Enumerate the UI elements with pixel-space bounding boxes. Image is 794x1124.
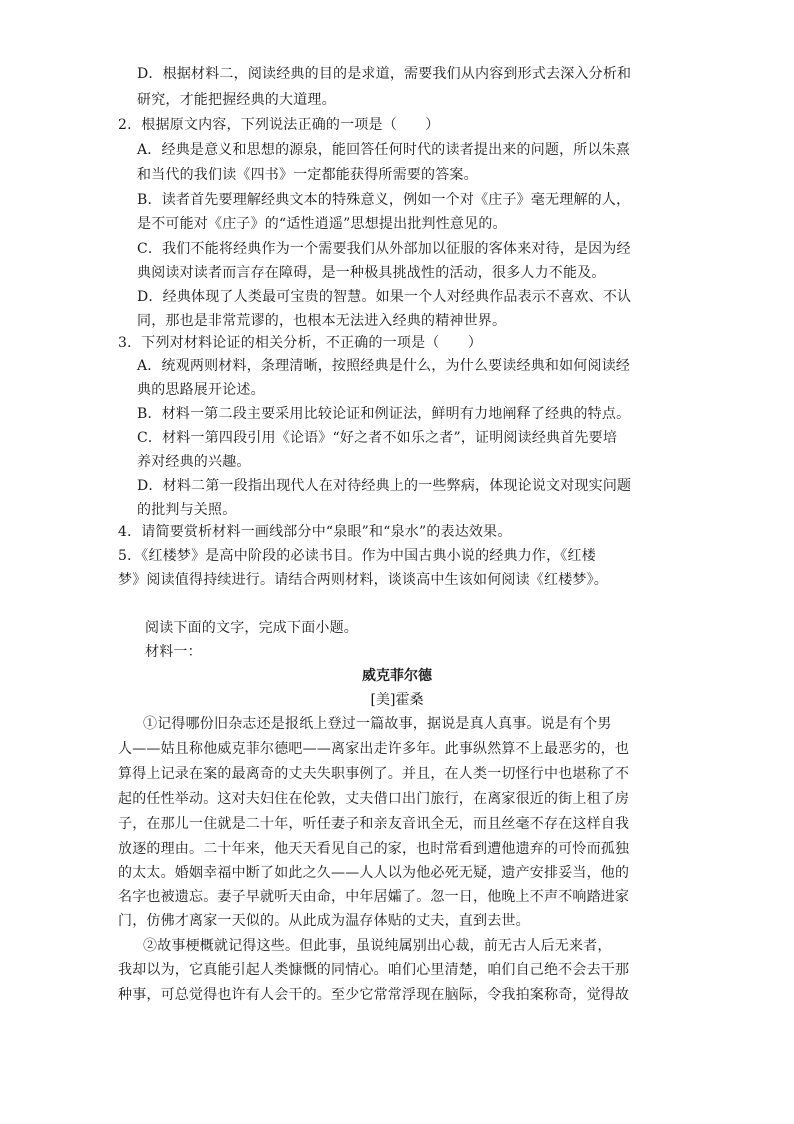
story-line-2: 人——姑且称他威克菲尔德吧——离家出走许多年。此事纵然算不上最恶劣的，也 [118, 741, 630, 757]
q2-option-c-line-2: 典阅读对读者而言存在障碍，是一种极具挑战性的活动，很多人力不能及。 [137, 265, 606, 281]
q3-option-c-line-1: C．材料一第四段引用《论语》“好之者不如乐之者”，证明阅读经典首先要培 [137, 430, 618, 446]
story-line-5: 子，在那儿一住就是二十年，听任妻子和亲友音讯全无，而且丝毫不存在这样自我 [118, 816, 630, 832]
story-title: 威克菲尔德 [362, 668, 432, 684]
reading-instruction: 阅读下面的文字，完成下面小题。 [145, 620, 358, 636]
q3-option-a-line-1: A．统观两则材料，条理清晰，按照经典是什么，为什么要读经典和如何阅读经 [137, 358, 631, 374]
story-line-11: 我却以为，它真能引起人类慷慨的同情心。咱们心里清楚，咱们自己绝不会去干那 [118, 962, 630, 978]
story-line-7: 的太太。婚姻幸福中断了如此之久——人人以为他必死无疑，遗产安排妥当，他的 [118, 865, 630, 881]
story-line-4: 起的任性举动。这对夫妇住在伦敦，丈夫借口出门旅行，在离家很近的街上租了房 [118, 791, 630, 807]
q5-line-1: 5．《红楼梦》是高中阶段的必读书目。作为中国古典小说的经典力作，《红楼 [118, 548, 596, 564]
story-author: [美]霍桑 [370, 692, 424, 708]
story-line-9: 门，仿佛才离家一天似的。从此成为温存体贴的丈夫，直到去世。 [118, 913, 530, 929]
q2-option-d-line-1: D．经典体现了人类最可宝贵的智慧。如果一个人对经典作品表示不喜欢、不认 [137, 289, 632, 305]
q2-option-d-line-2: 同，那也是非常荒谬的，也根本无法进入经典的精神世界。 [137, 313, 507, 329]
q1-option-d-line-2: 研究，才能把握经典的大道理。 [137, 92, 336, 108]
q3-option-d-line-2: 的批判与关照。 [137, 502, 237, 518]
q2-option-a-line-1: A．经典是意义和思想的源泉，能回答任何时代的读者提出来的问题，所以朱熹 [137, 142, 631, 158]
q3-option-c-line-2: 养对经典的兴趣。 [137, 454, 251, 470]
q2-option-a-line-2: 和当代的我们读《四书》一定都能获得所需要的答案。 [137, 167, 478, 183]
story-line-8: 名字也被遗忘。妻子早就听天由命，中年居孀了。忽一日，他晚上不声不响踏进家 [118, 889, 630, 905]
q4-stem: 4．请简要赏析材料一画线部分中“泉眼”和“泉水”的表达效果。 [118, 524, 512, 540]
q1-option-d-line-1: D．根据材料二，阅读经典的目的是求道，需要我们从内容到形式去深入分析和 [137, 66, 632, 82]
material-label: 材料一： [145, 644, 202, 660]
q3-stem: 3．下列对材料论证的相关分析，不正确的一项是（ ） [118, 335, 483, 351]
q2-stem: 2．根据原文内容，下列说法正确的一项是（ ） [118, 117, 440, 133]
story-line-12: 种事，可总觉得也许有人会干的。至少它常常浮现在脑际，令我拍案称奇，觉得故 [118, 987, 630, 1003]
q3-option-b: B．材料一第二段主要采用比较论证和例证法，鲜明有力地阐释了经典的特点。 [137, 406, 631, 422]
story-line-1: ①记得哪份旧杂志还是报纸上登过一篇故事，据说是真人真事。说是有个男 [143, 716, 612, 732]
q2-option-b-line-2: 是不可能对《庄子》的“适性逍遥”思想提出批判性意见的。 [137, 216, 507, 232]
story-line-6: 放逐的理由。二十年来，他天天看见自己的家，也时常看到遭他遗弃的可怜而孤独 [118, 841, 630, 857]
story-line-3: 算得上记录在案的最离奇的丈夫失职事例了。并且，在人类一切怪行中也堪称了不 [118, 766, 630, 782]
q2-option-b-line-1: B．读者首先要理解经典文本的特殊意义，例如一个对《庄子》毫无理解的人， [137, 192, 631, 208]
q3-option-a-line-2: 典的思路展开论述。 [137, 382, 265, 398]
q3-option-d-line-1: D．材料二第一段指出现代人在对待经典上的一些弊病，体现论说文对现实问题 [137, 478, 632, 494]
q2-option-c-line-1: C．我们不能将经典作为一个需要我们从外部加以征服的客体来对待，是因为经 [137, 241, 631, 257]
story-line-10: ②故事梗概就记得这些。但此事，虽说纯属别出心裁，前无古人后无来者， [143, 938, 612, 954]
q5-line-2: 梦》阅读值得持续进行。请结合两则材料，谈谈高中生该如何阅读《红楼梦》。 [118, 572, 608, 588]
